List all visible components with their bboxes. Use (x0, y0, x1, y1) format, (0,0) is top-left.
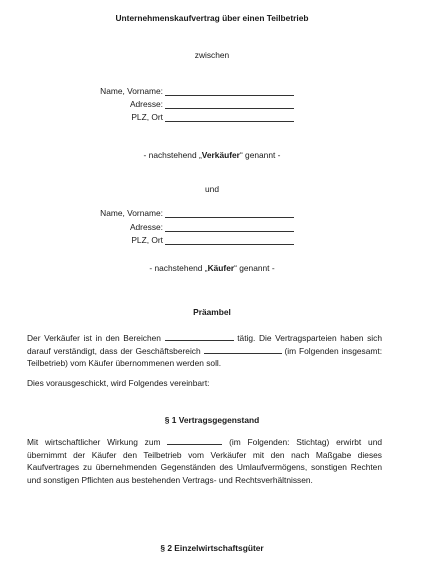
preamble-heading: Präambel (193, 307, 231, 317)
between-label: zwischen (194, 50, 230, 60)
preamble-closing: Dies vorausgeschickt, wird Folgendes vereinbart: (27, 378, 210, 388)
seller-role-prefix: - nachstehend „ (143, 150, 202, 160)
seller-address-label: Adresse: (129, 99, 163, 109)
buyer-city-line[interactable] (165, 244, 294, 245)
seller-name-row (0, 85, 424, 98)
buyer-city-label: PLZ, Ort (131, 235, 163, 245)
buyer-role-term: Käufer (207, 263, 235, 273)
preamble-paragraph (27, 332, 382, 370)
buyer-address-label: Adresse: (129, 222, 163, 232)
seller-name-label: Name, Vorname: (100, 86, 163, 96)
seller-city-row (0, 111, 424, 124)
section1-heading: § 1 Vertragsgegenstand (164, 415, 260, 425)
preamble-text-b: tätig. Die Vertragsparteien haben sich darauf verständigt, dass der Geschäftsbereich (27, 333, 383, 356)
seller-city-line[interactable] (165, 121, 294, 122)
section1-paragraph (27, 436, 382, 486)
buyer-role-prefix: - nachstehend „ (149, 263, 208, 273)
seller-name-line[interactable] (165, 95, 294, 96)
section2-heading: § 2 Einzelwirtschaftsgüter (160, 543, 264, 553)
buyer-address-line[interactable] (165, 231, 294, 232)
preamble-text-c: (im Folgenden insgesamt: Teilbetrieb) vom Käufer übernommenen werden soll. (27, 345, 383, 369)
seller-city-label: PLZ, Ort (131, 112, 163, 122)
buyer-role-suffix: “ genannt - (234, 263, 275, 273)
seller-address-line[interactable] (165, 108, 294, 109)
seller-role-term: Verkäufer (201, 150, 240, 160)
section1-text-a: Mit wirtschaftlicher Wirkung zum (27, 437, 161, 447)
buyer-name-row (0, 207, 424, 220)
buyer-name-line[interactable] (165, 217, 294, 218)
buyer-name-label: Name, Vorname: (100, 208, 163, 218)
seller-role-suffix: “ genannt - (239, 150, 281, 160)
and-label: und (205, 184, 219, 194)
seller-role-note (0, 149, 424, 162)
preamble-division-blank[interactable] (204, 345, 282, 354)
buyer-address-row (0, 221, 424, 234)
seller-address-row (0, 98, 424, 111)
section1-date-blank[interactable] (167, 436, 222, 445)
section1-text-b: (im Folgenden: Stichtag) erwirbt und übernimmt der Käufer den Teilbetrieb vom Verkäufer mit den nach Maßgabe dieses Kaufvertrages zu übernehmenden Gegenständen des Umlaufvermögens, sonstigen Rechten und sonstigen Pflichten aus bestehenden Vertrags- und Rechtsverhältnissen. (27, 437, 383, 485)
document-title: Unternehmenskaufvertrag über einen Teilbetrieb (115, 13, 309, 23)
preamble-text-a: Der Verkäufer ist in den Bereichen (27, 333, 161, 343)
preamble-area-blank[interactable] (165, 332, 234, 341)
buyer-role-note (0, 262, 424, 275)
buyer-city-row (0, 234, 424, 247)
